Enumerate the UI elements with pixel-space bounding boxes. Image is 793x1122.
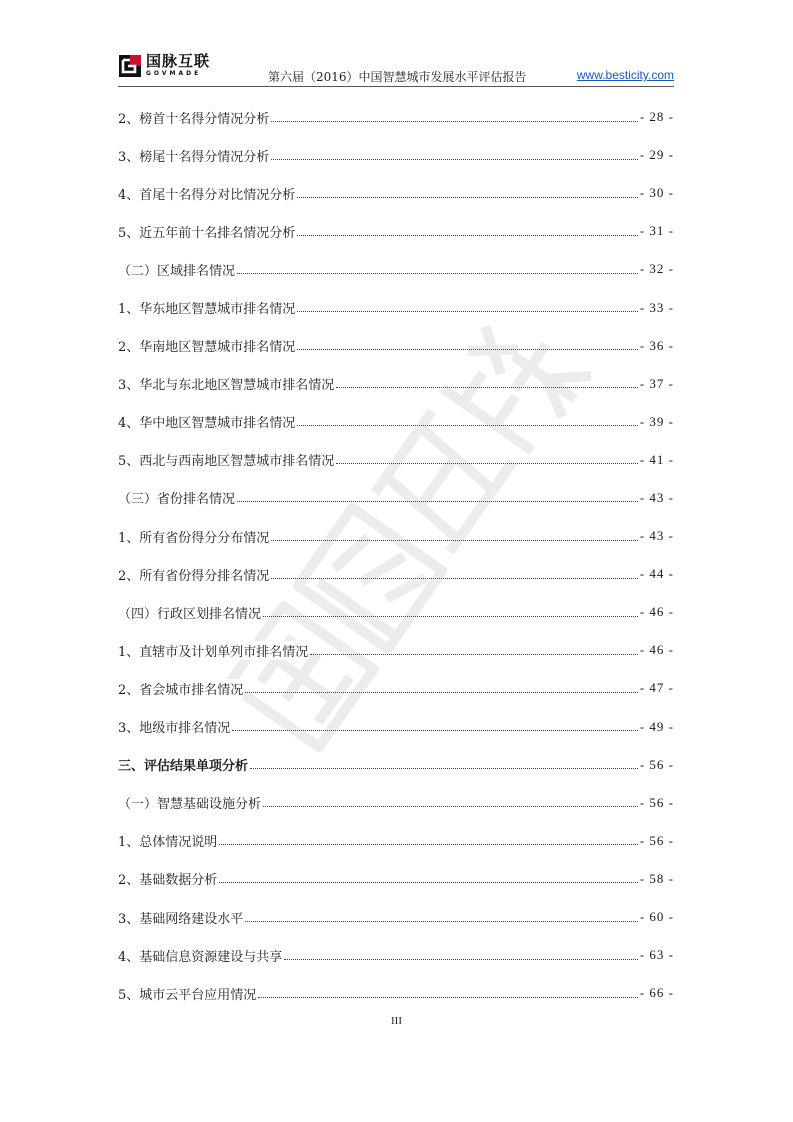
toc-entry[interactable]	[118, 555, 674, 593]
toc-dot-leader	[219, 882, 638, 883]
toc-entry-label: 1、所有省份得分分布情况	[118, 527, 270, 546]
toc-entry-label: 4、基础信息资源建设与共享	[118, 946, 283, 965]
toc-entry-page: - 66 -	[639, 985, 674, 1001]
toc-entry-label: （四）行政区划排名情况	[118, 603, 262, 622]
toc-dot-leader	[297, 197, 638, 198]
table-of-contents	[118, 98, 674, 1012]
toc-entry[interactable]	[118, 174, 674, 212]
toc-dot-leader	[271, 121, 638, 122]
toc-entry[interactable]	[118, 860, 674, 898]
toc-dot-leader	[271, 540, 638, 541]
toc-dot-leader	[271, 159, 638, 160]
toc-entry[interactable]	[118, 136, 674, 174]
toc-dot-leader	[297, 311, 638, 312]
toc-entry-label: 2、华南地区智慧城市排名情况	[118, 336, 296, 355]
toc-dot-leader	[263, 616, 638, 617]
toc-entry[interactable]	[118, 479, 674, 517]
toc-dot-leader	[258, 997, 638, 998]
toc-entry-label: 1、华东地区智慧城市排名情况	[118, 298, 296, 317]
toc-entry[interactable]	[118, 898, 674, 936]
toc-entry[interactable]	[118, 593, 674, 631]
toc-entry-page: - 56 -	[639, 756, 674, 772]
toc-entry[interactable]	[118, 517, 674, 555]
toc-entry-label: 4、首尾十名得分对比情况分析	[118, 184, 296, 203]
toc-entry[interactable]	[118, 631, 674, 669]
toc-entry-page: - 60 -	[639, 909, 674, 925]
toc-entry-label: 2、省会城市排名情况	[118, 679, 244, 698]
toc-entry-page: - 58 -	[639, 870, 674, 886]
logo	[118, 54, 210, 82]
toc-entry[interactable]	[118, 250, 674, 288]
toc-entry-page: - 49 -	[639, 718, 674, 734]
website-link[interactable]: www.besticity.com	[576, 68, 674, 82]
toc-dot-leader	[250, 768, 638, 769]
toc-entry-page: - 46 -	[639, 642, 674, 658]
toc-entry[interactable]	[118, 784, 674, 822]
toc-entry-page: - 41 -	[639, 451, 674, 467]
toc-entry[interactable]	[118, 822, 674, 860]
toc-dot-leader	[297, 235, 638, 236]
toc-entry-page: - 47 -	[639, 680, 674, 696]
toc-dot-leader	[310, 654, 638, 655]
toc-entry-label: （一）智慧基础设施分析	[118, 793, 262, 812]
page-number: III	[391, 1015, 402, 1027]
toc-entry-page: - 43 -	[639, 489, 674, 505]
toc-entry-page: - 36 -	[639, 337, 674, 353]
toc-dot-leader	[237, 501, 638, 502]
toc-entry[interactable]	[118, 936, 674, 974]
toc-dot-leader	[245, 692, 638, 693]
toc-entry-page: - 46 -	[639, 604, 674, 620]
page-header	[118, 52, 674, 87]
toc-dot-leader	[245, 921, 638, 922]
report-title: 第六届（2016）中国智慧城市发展水平评估报告	[268, 70, 527, 84]
toc-entry-label: 5、西北与西南地区智慧城市排名情况	[118, 450, 335, 469]
toc-dot-leader	[336, 387, 638, 388]
toc-entry[interactable]	[118, 403, 674, 441]
toc-entry-label: （二）区域排名情况	[118, 260, 236, 279]
toc-entry-label: 3、榜尾十名得分情况分析	[118, 146, 270, 165]
toc-entry-label: 2、榜首十名得分情况分析	[118, 108, 270, 127]
toc-dot-leader	[271, 578, 638, 579]
logo-mark-icon	[118, 54, 142, 78]
toc-dot-leader	[232, 730, 638, 731]
toc-entry-page: - 29 -	[639, 147, 674, 163]
toc-dot-leader	[297, 425, 638, 426]
toc-dot-leader	[336, 463, 638, 464]
toc-dot-leader	[263, 806, 638, 807]
toc-entry-page: - 56 -	[639, 794, 674, 810]
toc-entry-page: - 28 -	[639, 109, 674, 125]
logo-text: 国脉互联	[146, 52, 211, 70]
toc-entry-label: （三）省份排名情况	[118, 488, 236, 507]
toc-entry[interactable]	[118, 441, 674, 479]
toc-entry[interactable]	[118, 327, 674, 365]
logo-subtext: GOVMADE	[146, 70, 202, 77]
toc-entry-label: 5、近五年前十名排名情况分析	[118, 222, 296, 241]
toc-entry[interactable]	[118, 974, 674, 1012]
toc-entry-page: - 31 -	[639, 223, 674, 239]
toc-entry-page: - 37 -	[639, 375, 674, 391]
toc-entry[interactable]	[118, 98, 674, 136]
toc-entry[interactable]	[118, 288, 674, 326]
toc-entry-label: 3、基础网络建设水平	[118, 908, 244, 927]
toc-entry-page: - 44 -	[639, 566, 674, 582]
toc-entry[interactable]	[118, 212, 674, 250]
toc-dot-leader	[237, 273, 638, 274]
toc-entry-label: 5、城市云平台应用情况	[118, 984, 257, 1003]
toc-entry-page: - 63 -	[639, 947, 674, 963]
toc-entry-label: 3、华北与东北地区智慧城市排名情况	[118, 374, 335, 393]
toc-entry[interactable]	[118, 708, 674, 746]
toc-entry[interactable]	[118, 669, 674, 707]
toc-entry-page: - 43 -	[639, 528, 674, 544]
toc-dot-leader	[297, 349, 638, 350]
toc-entry[interactable]	[118, 746, 674, 784]
toc-entry-label: 2、所有省份得分排名情况	[118, 565, 270, 584]
toc-entry-label: 2、基础数据分析	[118, 869, 218, 888]
toc-entry[interactable]	[118, 365, 674, 403]
toc-entry-label: 三、评估结果单项分析	[118, 755, 249, 774]
toc-entry-label: 4、华中地区智慧城市排名情况	[118, 412, 296, 431]
toc-dot-leader	[284, 959, 638, 960]
toc-entry-page: - 30 -	[639, 185, 674, 201]
toc-dot-leader	[219, 844, 638, 845]
toc-entry-label: 1、直辖市及计划单列市排名情况	[118, 641, 309, 660]
toc-entry-page: - 33 -	[639, 299, 674, 315]
toc-entry-page: - 32 -	[639, 261, 674, 277]
toc-entry-label: 3、地级市排名情况	[118, 717, 231, 736]
toc-entry-label: 1、总体情况说明	[118, 831, 218, 850]
toc-entry-page: - 56 -	[639, 832, 674, 848]
toc-entry-page: - 39 -	[639, 413, 674, 429]
